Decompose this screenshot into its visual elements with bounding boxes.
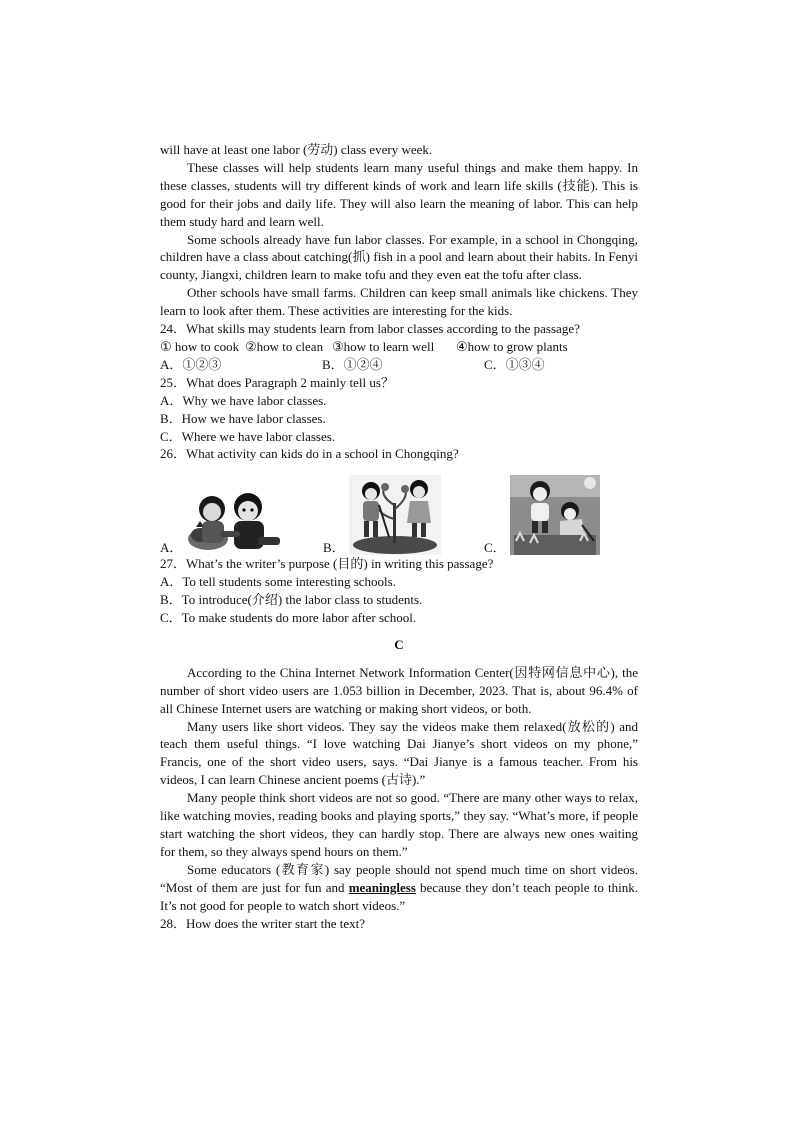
q26-option-b-label: B． — [323, 540, 345, 556]
q26-option-c-label: C． — [484, 540, 506, 556]
q24-item-4: ④how to grow plants — [456, 338, 568, 354]
passage-b-paragraph-2: Some schools already have fun labor classes. For example, in a school in Chongqing, children have a class about catching(抓) fish in a pool and learn about their habits. In Fenyi county, Jiangxi, children learn to make tofu and they even eat the tofu after class. — [160, 231, 638, 283]
q26-option-a-label: A． — [160, 540, 183, 556]
passage-c-title: C — [394, 636, 404, 652]
q26-option-b[interactable] — [323, 475, 441, 555]
q25-option-a[interactable]: A．Why we have labor classes. — [160, 392, 327, 408]
passage-c-paragraph-3: Many people think short videos are not so good. “There are many other ways to relax, like watching movies, reading books and playing sports,” they say. “What’s more, if people start watching the short videos, they can hardly stop. There are always new ones waiting for them, so they always spend hours on them.” — [160, 790, 638, 859]
kids-planting-tree-picture — [349, 475, 441, 555]
q26-option-c[interactable] — [484, 475, 600, 555]
question-24-options — [160, 356, 638, 374]
question-27 — [160, 555, 638, 627]
passage-c-paragraph-1: According to the China Internet Network Information Center(因特网信息中心), the number of short video users are 1.053 billion in December, 2023. That is, about 96.4% of all Chinese Internet users are watching or making short videos, or both. — [160, 664, 638, 716]
passage-c-paragraph-4 — [160, 861, 638, 915]
underlined-word-meaningless: meaningless — [348, 879, 416, 895]
kids-farming-picture — [510, 475, 600, 555]
exam-page — [160, 141, 638, 932]
q24-option-a[interactable]: A．①②③ — [160, 356, 222, 372]
kids-with-chicken-picture — [186, 487, 286, 555]
question-27-stem: 27．What’s the writer’s purpose (目的) in writing this passage? — [160, 556, 494, 572]
question-28-stem: 28．How does the writer start the text? — [160, 915, 366, 931]
q27-option-b[interactable]: B．To introduce(介绍) the labor class to students. — [160, 592, 423, 608]
q25-option-b[interactable]: B．How we have labor classes. — [160, 410, 326, 426]
question-25 — [160, 374, 638, 446]
question-26-stem: 26．What activity can kids do in a school in Chongqing? — [160, 446, 459, 462]
q25-option-c[interactable]: C．Where we have labor classes. — [160, 428, 336, 444]
p4-text-after: because they don’t teach people to think. It’s not good for people to watch short videos.” — [160, 879, 639, 913]
passage-b-paragraph-1: These classes will help students learn many useful things and make them happy. In these classes, students will try different kinds of work and learn life skills (技能). This is good for their jobs and daily life. They will also learn the meaning of labor. This can help them study hard and learn well. — [160, 159, 638, 229]
q24-item-1: ① how to cook — [160, 338, 240, 354]
passage-b-line0: will have at least one labor (劳动) class every week. — [160, 142, 433, 157]
q24-option-b[interactable]: B．①②④ — [322, 356, 383, 372]
passage-c-paragraph-2: Many users like short videos. They say the videos make them relaxed(放松的) and teach them useful things. “I love watching Dai Jianye’s short videos on my phone,” Francis, one of the short video users, says. “Dai Jianye is a famous teacher. From his videos, I can learn Chinese ancient poems (古诗).” — [160, 718, 638, 788]
q24-item-2: ②how to clean — [245, 338, 324, 354]
question-24-items — [160, 338, 638, 356]
p4-text-before: Some educators (教育家) say people should not spend much time on short videos. “Most of them are just for fun and — [160, 861, 638, 895]
q27-option-c[interactable]: C．To make students do more labor after school. — [160, 610, 417, 626]
q24-option-c[interactable]: C．①③④ — [484, 356, 545, 372]
question-26 — [160, 445, 638, 555]
question-25-stem: 25．What does Paragraph 2 mainly tell us？ — [160, 374, 394, 390]
question-26-pictures — [160, 467, 638, 555]
passage-b-paragraph-3: Other schools have small farms. Children can keep small animals like chickens. They learn to look after them. These activities are interesting for the kids. — [160, 285, 638, 319]
question-24 — [160, 320, 638, 374]
q27-option-a[interactable]: A．To tell students some interesting schools. — [160, 574, 396, 590]
q26-option-a[interactable] — [160, 487, 286, 555]
question-24-stem: 24．What skills may students learn from labor classes according to the passage? — [160, 321, 580, 337]
q24-item-3: ③how to learn well — [332, 338, 435, 354]
